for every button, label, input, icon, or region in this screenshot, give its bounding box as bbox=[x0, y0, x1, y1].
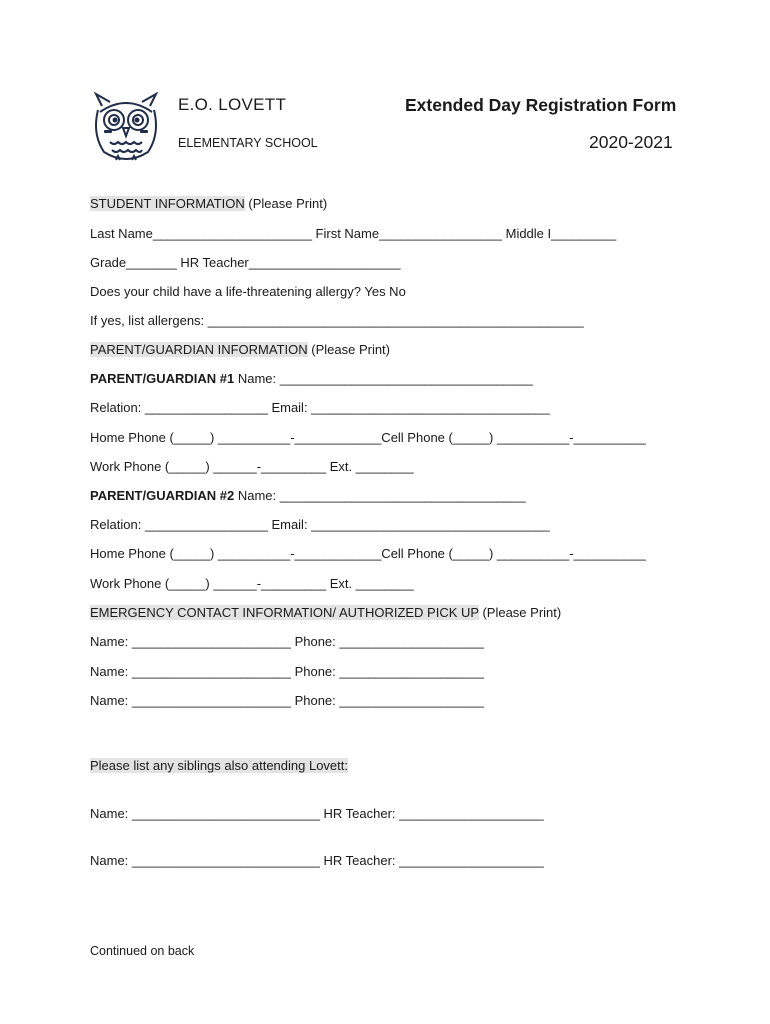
grade-teacher-field[interactable]: Grade_______ HR Teacher_____________________ bbox=[90, 255, 401, 270]
parent-section-heading bbox=[90, 342, 390, 357]
guardian1-name-line: Name: ___________________________________ bbox=[234, 371, 533, 386]
emergency-contact-row[interactable]: Name: ______________________ Phone: ____________________ bbox=[90, 634, 484, 649]
emergency-section-note: (Please Print) bbox=[478, 605, 562, 620]
guardian2-relation-email-field[interactable]: Relation: _________________ Email: _________________________________ bbox=[90, 517, 550, 532]
emergency-section-heading bbox=[90, 605, 561, 620]
emergency-contact-row[interactable]: Name: ______________________ Phone: ____________________ bbox=[90, 664, 484, 679]
guardian2-home-cell-phone-field[interactable]: Home Phone (_____) __________-____________Cell Phone (_____) __________-__________ bbox=[90, 546, 646, 561]
guardian2-name-line: Name: __________________________________ bbox=[234, 488, 526, 503]
continued-note: Continued on back bbox=[90, 944, 195, 958]
sibling-row[interactable]: Name: __________________________ HR Teacher: ____________________ bbox=[90, 806, 544, 821]
guardian2-name-field[interactable] bbox=[90, 488, 526, 503]
school-name: E.O. LOVETT bbox=[178, 95, 287, 114]
form-year: 2020-2021 bbox=[589, 132, 673, 152]
school-subtitle: ELEMENTARY SCHOOL bbox=[178, 136, 318, 150]
student-section-heading bbox=[90, 196, 327, 211]
allergy-question[interactable]: Does your child have a life-threatening allergy? Yes No bbox=[90, 284, 406, 299]
guardian1-name-field[interactable] bbox=[90, 371, 533, 386]
form-title: Extended Day Registration Form bbox=[405, 95, 677, 115]
siblings-section-heading bbox=[90, 758, 348, 773]
guardian2-label: PARENT/GUARDIAN #2 bbox=[90, 488, 235, 503]
owl-logo-icon bbox=[90, 90, 162, 164]
parent-section-note: (Please Print) bbox=[307, 342, 391, 357]
guardian1-label: PARENT/GUARDIAN #1 bbox=[90, 371, 235, 386]
student-name-field[interactable]: Last Name______________________ First Name_________________ Middle I_________ bbox=[90, 226, 617, 241]
siblings-section-title: Please list any siblings also attending Lovett: bbox=[90, 758, 348, 773]
guardian1-relation-email-field[interactable]: Relation: _________________ Email: _________________________________ bbox=[90, 400, 550, 415]
sibling-row[interactable]: Name: __________________________ HR Teacher: ____________________ bbox=[90, 853, 544, 868]
guardian2-work-phone-field[interactable]: Work Phone (_____) ______-_________ Ext. ________ bbox=[90, 576, 414, 591]
student-section-title: STUDENT INFORMATION bbox=[90, 196, 245, 211]
emergency-section-title: EMERGENCY CONTACT INFORMATION/ AUTHORIZED PICK UP bbox=[90, 605, 479, 620]
guardian1-work-phone-field[interactable]: Work Phone (_____) ______-_________ Ext. ________ bbox=[90, 459, 414, 474]
guardian1-home-cell-phone-field[interactable]: Home Phone (_____) __________-____________Cell Phone (_____) __________-__________ bbox=[90, 430, 646, 445]
parent-section-title: PARENT/GUARDIAN INFORMATION bbox=[90, 342, 308, 357]
student-section-note: (Please Print) bbox=[244, 196, 328, 211]
emergency-contact-row[interactable]: Name: ______________________ Phone: ____________________ bbox=[90, 693, 484, 708]
allergens-field[interactable]: If yes, list allergens: ____________________________________________________ bbox=[90, 313, 584, 328]
